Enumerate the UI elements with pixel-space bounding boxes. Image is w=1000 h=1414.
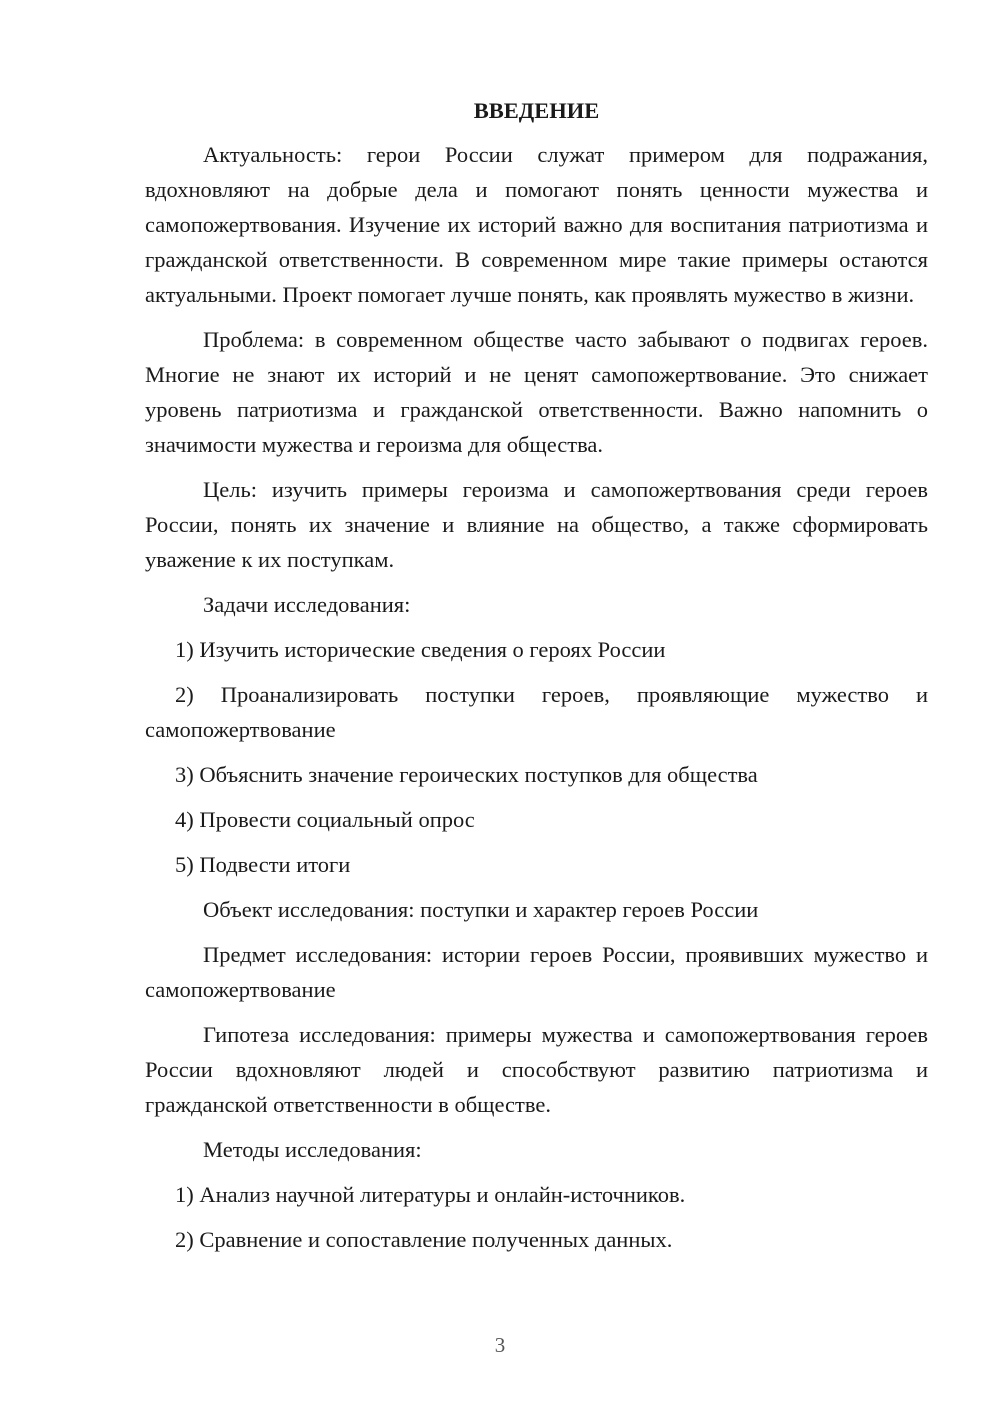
task-item-5: 5) Подвести итоги — [175, 852, 351, 877]
page-content — [145, 95, 928, 1267]
tasks-heading: Задачи исследования: — [203, 592, 411, 617]
method-item-2: 2) Сравнение и сопоставление полученных данных. — [175, 1227, 673, 1252]
paragraph-problem: Проблема: в современном обществе часто забывают о подвигах героев. Многие не знают их историй и не ценят самопожертвование. Это снижает уровень патриотизма и гражданской ответственности. Важно напомнить о значимости мужества и героизма для общества. — [145, 327, 928, 457]
task-item-1: 1) Изучить исторические сведения о героях России — [175, 637, 666, 662]
method-item-1: 1) Анализ научной литературы и онлайн-источников. — [175, 1182, 686, 1207]
paragraph-subject: Предмет исследования: истории героев России, проявивших мужество и самопожертвование — [145, 942, 928, 1002]
paragraph-object: Объект исследования: поступки и характер героев России — [203, 897, 759, 922]
page-number: 3 — [494, 1333, 506, 1357]
paragraph-relevance: Актуальность: герои России служат примером для подражания, вдохновляют на добрые дела и помогают понять ценности мужества и самопожертвования. Изучение их историй важно для воспитания патриотизма и гражданской ответственности. В современном мире такие примеры остаются актуальными. Проект помогает лучше понять, как проявлять мужество в жизни. — [145, 142, 928, 307]
paragraph-goal: Цель: изучить примеры героизма и самопожертвования среди героев России, понять их значение и влияние на общество, а также сформировать уважение к их поступкам. — [145, 477, 928, 572]
paragraph-hypothesis: Гипотеза исследования: примеры мужества и самопожертвования героев России вдохновляют людей и способствуют развитию патриотизма и гражданской ответственности в обществе. — [145, 1022, 928, 1117]
page-title: ВВЕДЕНИЕ — [473, 98, 600, 123]
methods-heading: Методы исследования: — [203, 1137, 422, 1162]
task-item-4: 4) Провести социальный опрос — [175, 807, 475, 832]
task-item-3: 3) Объяснить значение героических поступков для общества — [175, 762, 758, 787]
task-item-2: 2) Проанализировать поступки героев, проявляющие мужество и самопожертвование — [145, 682, 928, 742]
